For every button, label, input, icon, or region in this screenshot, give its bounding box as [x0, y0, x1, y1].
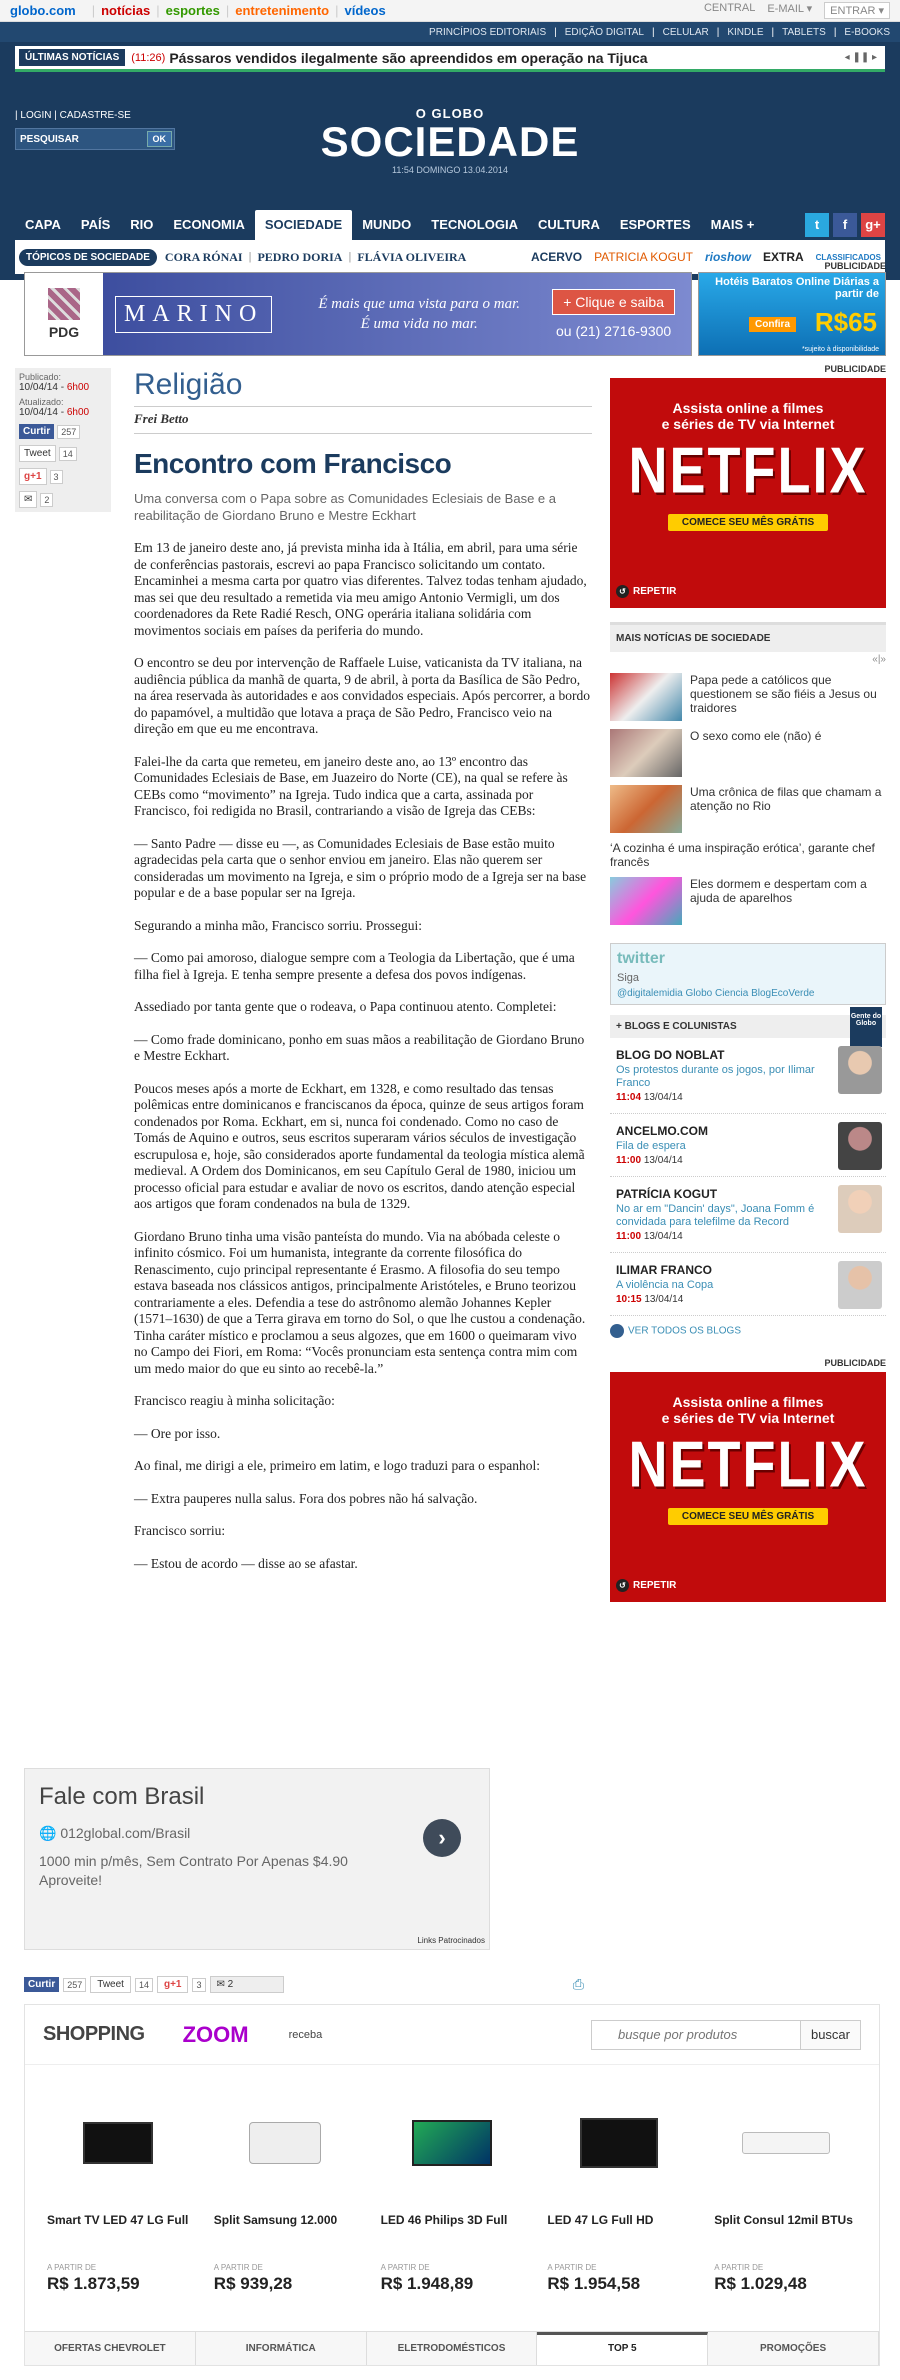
print-icon[interactable]: ⎙ — [572, 1976, 584, 1992]
facebook-like-button[interactable]: Curtir — [19, 424, 54, 439]
paragraph: — Como pai amoroso, dialogue sempre com a Teologia da Libertação, que é uma filha fiel à Igreja. E tenha sempre presente a defesa dos povos indígenas. — [134, 950, 575, 982]
envelope-icon: ✉ — [24, 494, 33, 505]
paragraph: — Como frade dominicano, ponho em suas mãos a reabilitação de Giordano Bruno e Mestre Eckhart. — [134, 1031, 585, 1063]
main-nav — [15, 210, 885, 240]
site-logo[interactable]: O GLOBO SOCIEDADE 11:54 DOMINGO 13.04.2014 — [0, 106, 900, 175]
paragraph: Poucos meses após a morte de Eckhart, em 1328, e como resultado das tensas polêmicas entre dominicanos e franciscanos da época, quinze de seus artigos foram condenados por Roma. Eckhart, em si, nunca foi condenado. Como no caso de Tomás de Aquino e outros, seus escritos superaram vários séculos de investigação escrupulosa e, hoje, são considerados aporte fundamental da teologia mística alemã medieval. A Ordem dos Dominicanos, em seu Capítulo Geral de 1980, iniciou um processo oficial para estudar e avaliar de novo os escritos, dando atenção especial aos artigos que foram condenados na bula de 1329. — [134, 1080, 585, 1211]
article-deck: Uma conversa com o Papa sobre as Comunidades Eclesiais de Base e a reabilitação de Giordano Bruno e Mestre Eckhart — [134, 491, 556, 523]
mundi-confira-button[interactable]: Confira — [749, 317, 796, 332]
tweet-button[interactable]: Tweet — [19, 445, 56, 462]
published-date: 10/04/14 - 6h00 — [19, 382, 90, 393]
news-item[interactable]: Eles dormem e despertam com a ajuda de aparelhos — [610, 877, 886, 925]
paragraph: Francisco reagiu à minha solicitação: — [134, 1393, 335, 1408]
updated-date: 10/04/14 - 6h00 — [19, 407, 90, 418]
lock-icon: | — [15, 110, 18, 121]
twitter-logo: twitter — [617, 950, 665, 967]
blog-item[interactable]: BLOG DO NOBLAT Os protestos durante os jogos, por Ilimar Franco 11:04 13/04/14 — [610, 1038, 886, 1114]
nav-tecnologia[interactable]: TECNOLOGIA — [431, 217, 518, 232]
tv-image — [47, 2093, 190, 2193]
like-count: 257 — [57, 425, 80, 439]
marino-tagline: É mais que uma vista para o mar. É uma vida no mar. — [318, 296, 521, 332]
netflix-ad[interactable]: Assista online a filmes e séries de TV via Internet NETFLIX COMECE SEU MÊS GRÁTIS ↺ REPETIR — [610, 1372, 886, 1602]
updated-label: Atualizado: — [19, 397, 64, 407]
paragraph: Giordano Bruno tinha uma visão panteísta do mundo. Via na abóbada celeste o infinito cósmico. Foi um humanista, integrante da corrente filosófica do Renascimento, cujo principal representante é Erasmo. A filosofia do seu tempo estava baseada nos clássicos antigos, principalmente Aristóteles, e Bruno teorizou contrariamente a eles. Defendia a tese do astrônomo alemão Johannes Kepler (1571–1630) de que a Terra girava em torno do Sol, o que lhe custou a condenação. Tinha caráter místico e proclamou a seus algozes, que em 1600 o queimaram vivo no Campo dei Fiori, em Roma: “Vocês pronunciam esta sentença contra mim com um medo maior do que eu sinto ao recebê-la.” — [134, 1228, 586, 1376]
news-thumb — [610, 673, 682, 721]
globo-logo-link[interactable]: globo.com — [10, 3, 76, 18]
product-card[interactable]: Split Consul 12mil BTUs A PARTIR DE R$ 1.029,48 — [702, 2065, 869, 2323]
published-label: Publicado: — [19, 372, 62, 382]
email-share-button[interactable]: ✉ 2 — [210, 1976, 284, 1993]
tweet-button[interactable]: Tweet — [90, 1976, 131, 1993]
utility-links: PRINCÍPIOS EDITORIAIS | EDIÇÃO DIGITAL | CELULAR | KINDLE | TABLETS | E-BOOKS — [0, 22, 900, 42]
google-plus-button[interactable]: g+1 — [157, 1976, 189, 1993]
air-conditioner-image — [714, 2093, 857, 2193]
tab-informatica[interactable]: INFORMÁTICA — [196, 2332, 367, 2365]
google-plus-icon[interactable]: g+ — [861, 213, 885, 237]
nav-mundo[interactable]: MUNDO — [362, 217, 412, 232]
facebook-like-button[interactable]: Curtir — [24, 1977, 59, 1992]
news-item[interactable]: O sexo como ele (não) é — [610, 729, 886, 777]
entrar-button[interactable]: ENTRAR ▾ — [824, 2, 890, 19]
ticker-tag: ÚLTIMAS NOTÍCIAS — [19, 49, 125, 66]
topics-tag: TÓPICOS DE SOCIEDADE — [19, 249, 157, 266]
avatar — [838, 1046, 882, 1094]
netflix-logo: NETFLIX — [628, 1429, 868, 1501]
paragraph: — Extra pauperes nulla salus. Fora dos pobres não há salvação. — [134, 1490, 478, 1506]
nav-mais[interactable]: MAIS + — [710, 217, 755, 232]
util-link[interactable]: PRINCÍPIOS EDITORIAIS — [429, 26, 547, 38]
globe-icon: 🌐 — [39, 1825, 57, 1841]
news-item[interactable]: Uma crônica de filas que chamam a atenção no Rio — [610, 785, 886, 833]
paragraph: Ao final, me dirigi a ele, primeiro em latim, e logo traduzi para o espanhol: — [134, 1458, 540, 1473]
central-link[interactable]: CENTRAL — [703, 2, 756, 14]
news-item[interactable]: ‘A cozinha é uma inspiração erótica’, garante chef francês — [610, 841, 875, 869]
share-bar-bottom: Curtir 257 Tweet 14 g+1 3 ✉ 2 ⎙ — [24, 1976, 584, 1993]
noticias-link[interactable]: notícias — [101, 3, 151, 18]
marino-phone: ou (21) 2716-9300 — [555, 323, 672, 339]
shopping-title: SHOPPING — [43, 2023, 145, 2045]
email-link[interactable]: E-MAIL ▾ — [767, 3, 813, 15]
mundi-head: Hotéis Baratos Online Diárias a partir de — [715, 276, 879, 300]
replay-icon: ↺ — [616, 585, 629, 598]
paragraph: — Ore por isso. — [134, 1425, 221, 1441]
ticker-headline[interactable]: Pássaros vendidos ilegalmente são apreendidos em operação na Tijuca — [169, 49, 648, 66]
tab-promocoes[interactable]: PROMOÇÕES — [708, 2332, 879, 2365]
gente-do-globo-badge[interactable]: Gente do Globo — [850, 1007, 882, 1047]
login-area: | LOGIN | CADASTRE-SE — [15, 110, 131, 121]
nav-pais[interactable]: PAÍS — [80, 217, 111, 232]
paragraph: — Estou de acordo — disse ao se afastar. — [134, 1555, 358, 1571]
netflix-cta-button[interactable]: COMECE SEU MÊS GRÁTIS — [668, 1508, 828, 1525]
ad-label: PUBLICIDADE — [824, 261, 886, 271]
marino-cta-button[interactable]: + Clique e saiba — [552, 289, 675, 315]
util-link[interactable]: TABLETS — [782, 26, 826, 38]
product-card[interactable]: Smart TV LED 47 LG Full A PARTIR DE R$ 1.873,59 — [35, 2065, 202, 2323]
netflix-logo: NETFLIX — [628, 435, 868, 507]
twitter-icon[interactable]: t — [805, 213, 829, 237]
sponsored-label: Links Patrocinados — [417, 1936, 485, 1945]
ticker-time: (11:26) — [131, 51, 166, 64]
email-share-button[interactable] — [19, 491, 37, 508]
netflix-replay[interactable]: ↺ REPETIR — [616, 1579, 676, 1592]
more-news-pager[interactable]: «|» — [872, 654, 886, 665]
zoom-logo[interactable]: ZOOM — [182, 2021, 249, 2047]
paragraph: Francisco sorriu: — [134, 1523, 226, 1538]
netflix-cta-button[interactable]: COMECE SEU MÊS GRÁTIS — [668, 514, 828, 531]
pdg-logo: PDG — [25, 273, 103, 355]
receba-label: receba — [288, 2028, 323, 2041]
paragraph: Assediado por tanta gente que o rodeava, o Papa continuou atento. Completei: — [134, 999, 557, 1014]
rioshow-link[interactable]: rioshow — [704, 250, 751, 264]
paragraph: Segurando a minha mão, Francisco sorriu. Prossegui: — [134, 917, 422, 933]
news-item[interactable]: Papa pede a católicos que questionem se são fiéis a Jesus ou traidores — [610, 673, 886, 721]
blog-item[interactable]: ILIMAR FRANCO A violência na Copa 10:15 13/04/14 — [610, 1253, 886, 1316]
util-link[interactable]: E-BOOKS — [844, 26, 890, 38]
twitter-widget — [610, 943, 886, 1005]
site-header — [0, 22, 900, 280]
nav-rio[interactable]: RIO — [130, 217, 154, 232]
marino-ad-banner[interactable] — [24, 272, 692, 356]
paragraph: O encontro se deu por intervenção de Raffaele Luise, vaticanista da TV italiana, na audiência pública da manhã de quarta, 9 de abril, à porta da Basílica de São Pedro, na área reservada às autoridades e aos convidados especiais. Após percorrer, a bordo do papamóvel, a multidão que lotava a praça de São Pedro, Francisco veio na direção em que eu me encontrava. — [134, 655, 591, 736]
twitter-accounts[interactable]: @digitalemidia Globo Ciencia BlogEcoVerde — [617, 988, 815, 999]
mundi-price: R$65 — [814, 307, 877, 337]
envelope-icon: ✉ — [216, 1979, 225, 1990]
blogs-heading: + BLOGS E COLUNISTAS Gente do Globo — [610, 1015, 886, 1038]
blog-item[interactable]: ANCELMO.COM Fila de espera 11:00 13/04/14 — [610, 1114, 886, 1177]
nav-sociedade[interactable]: SOCIEDADE — [255, 210, 352, 240]
email-count: 2 — [40, 493, 53, 507]
netflix-replay[interactable]: ↺ REPETIR — [616, 585, 676, 598]
chevron-down-icon: ▾ — [878, 5, 884, 17]
avatar — [838, 1185, 882, 1233]
article-title: Encontro com Francisco — [134, 448, 452, 479]
article-section[interactable]: Religião — [134, 368, 592, 407]
topics-bar: TÓPICOS DE SOCIEDADE CORA RÓNAI | PEDRO DORIA | FLÁVIA OLIVEIRA ACERVO PATRICIA KOGUT rioshow EXTRA CLASSIFICADOS — [15, 240, 885, 274]
right-sidebar — [610, 360, 886, 1602]
product-search-input[interactable] — [591, 2020, 801, 2050]
news-thumb — [610, 877, 682, 925]
patricia-kogut-link[interactable]: PATRICIA KOGUT — [594, 250, 693, 264]
ad-desc: 1000 min p/mês, Sem Contrato Por Apenas $4.90 Aproveite! — [39, 1853, 348, 1888]
entretenimento-link[interactable]: entretenimento — [235, 3, 330, 18]
search-ok-button[interactable]: OK — [147, 131, 173, 147]
paragraph: Falei-lhe da carta que remeteu, em janeiro deste ano, ao 13º encontro das Comunidades Eclesiais de Base, em Juazeiro do Norte (CE), na qual se refere às CEBs como “movimento” na Igreja. Tudo indica que a carta, assinada por Francisco, foi redigida no Brasil, contrariando a visão de Igreja das CEBs: — [134, 753, 568, 818]
topic-link[interactable]: PEDRO DORIA — [257, 249, 343, 264]
facebook-icon[interactable]: f — [833, 213, 857, 237]
article-author[interactable]: Frei Betto — [134, 411, 592, 434]
globo-top-bar: globo.com | notícias | esportes | entretenimento | vídeos CENTRAL E-MAIL ▾ ENTRAR ▾ — [0, 0, 900, 22]
tweet-count: 14 — [59, 447, 77, 461]
ad-url[interactable]: 🌐 012global.com/Brasil — [39, 1825, 191, 1841]
article — [134, 368, 592, 1572]
util-link[interactable]: EDIÇÃO DIGITAL — [564, 26, 644, 38]
twitter-follow-label: Siga — [617, 972, 640, 984]
tv-image — [547, 2093, 690, 2193]
chevron-down-icon: ▾ — [806, 3, 813, 15]
product-card[interactable]: LED 46 Philips 3D Full A PARTIR DE R$ 1.948,89 — [369, 2065, 536, 2323]
product-search-button[interactable]: buscar — [801, 2020, 861, 2050]
shopping-widget — [24, 2004, 880, 2366]
news-thumb — [610, 729, 682, 777]
nav-capa[interactable]: CAPA — [25, 217, 61, 232]
topic-link[interactable]: FLÁVIA OLIVEIRA — [357, 249, 467, 264]
esportes-link[interactable]: esportes — [165, 3, 220, 18]
videos-link[interactable]: vídeos — [344, 3, 386, 18]
google-plus-button[interactable]: g+1 — [19, 468, 47, 485]
sponsored-link-ad[interactable] — [24, 1768, 490, 1950]
breaking-news-ticker — [15, 46, 885, 72]
mundi-ad-banner[interactable] — [698, 272, 886, 356]
marino-brand: MARINO — [115, 296, 272, 333]
ticker-controls[interactable]: ◂ ❚❚ ▸ — [844, 52, 877, 63]
netflix-line2: e séries de TV via Internet — [661, 416, 835, 432]
nav-esportes[interactable]: ESPORTES — [619, 217, 691, 232]
arrow-right-icon[interactable]: › — [423, 1819, 461, 1857]
article-body — [134, 540, 592, 1572]
news-thumb — [610, 785, 682, 833]
tv-image — [381, 2093, 524, 2193]
ad-label: PUBLICIDADE — [824, 364, 886, 374]
extra-link[interactable]: EXTRA — [762, 250, 804, 264]
replay-icon: ↺ — [616, 1579, 629, 1592]
mundi-note: *sujeito à disponibilidade — [801, 346, 879, 353]
tab-top-5[interactable]: TOP 5 — [537, 2332, 708, 2365]
login-link[interactable]: LOGIN — [20, 110, 52, 121]
more-news-heading: MAIS NOTÍCIAS DE SOCIEDADE — [610, 622, 886, 652]
blogger-icon — [610, 1324, 624, 1338]
tab-eletrodomesticos[interactable]: ELETRODOMÉSTICOS — [367, 2332, 538, 2365]
util-link[interactable]: CELULAR — [662, 26, 709, 38]
register-link[interactable]: CADASTRE-SE — [59, 110, 131, 121]
air-conditioner-image — [214, 2093, 357, 2193]
topic-link[interactable]: CORA RÓNAI — [164, 249, 243, 264]
see-all-blogs-link[interactable]: VER TODOS OS BLOGS — [610, 1324, 886, 1338]
nav-economia[interactable]: ECONOMIA — [173, 217, 245, 232]
product-card[interactable]: Split Samsung 12.000 A PARTIR DE R$ 939,28 — [202, 2065, 369, 2323]
netflix-ad[interactable] — [610, 378, 886, 608]
avatar — [838, 1261, 882, 1309]
share-sidebar — [15, 368, 111, 512]
tab-ofertas-chevrolet[interactable]: OFERTAS CHEVROLET — [25, 2332, 196, 2365]
product-card[interactable]: LED 47 LG Full HD A PARTIR DE R$ 1.954,58 — [535, 2065, 702, 2323]
acervo-link[interactable]: ACERVO — [530, 250, 583, 264]
paragraph: — Santo Padre — disse eu —, as Comunidades Eclesiais de Base estão muito agradecidas pela carta que o senhor enviou em janeiro. Elas não querem ser consideradas um movimento na Igreja, e sim o próprio modo de a Igreja ser na base popular e de a base popular ser na Igreja. — [134, 835, 587, 900]
paragraph: Em 13 de janeiro deste ano, já prevista minha ida à Itália, em abril, para uma série de conferências pastorais, escrevi ao papa Francisco solicitando um contato. Encaminhei a mesma carta por quatro vias diferentes. Talvez todas tenham ajudado, mas sei que deu resultado a remetida via meu amigo Antonio Vermigli, um dos coordenadores da Rete Radié Resch, ONG operária italiana solidária com movimentos sociais em países da periferia do mundo. — [134, 540, 587, 638]
plus-count: 3 — [50, 470, 63, 484]
nav-cultura[interactable]: CULTURA — [537, 217, 600, 232]
classificados-link[interactable]: CLASSIFICADOS — [815, 252, 881, 262]
shopping-tabs — [25, 2331, 879, 2365]
util-link[interactable]: KINDLE — [727, 26, 764, 38]
ad-title[interactable]: Fale com Brasil — [39, 1783, 205, 1810]
blog-item[interactable]: PATRÍCIA KOGUT No ar em "Dancin' days", Joana Fomm é convidada para telefilme da Record 11:00 13/04/14 — [610, 1177, 886, 1253]
avatar — [838, 1122, 882, 1170]
netflix-line1: Assista online a filmes — [672, 400, 824, 416]
header-datetime: 11:54 DOMINGO 13.04.2014 — [392, 165, 508, 175]
ad-label: PUBLICIDADE — [824, 1358, 886, 1368]
